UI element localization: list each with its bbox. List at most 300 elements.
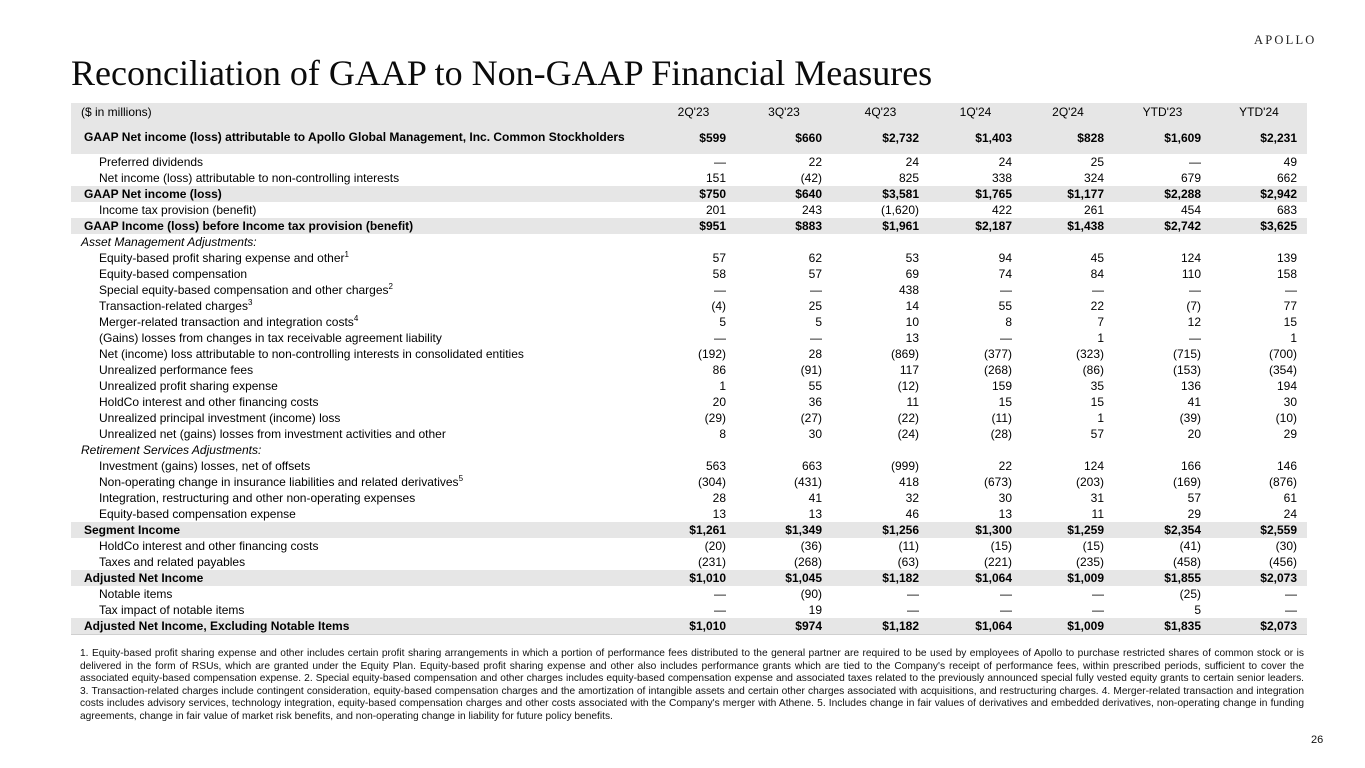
cell-value: $3,581 [882, 187, 919, 201]
table-row [71, 154, 1307, 170]
cell-value: (63) [897, 555, 919, 569]
cell-value: $1,349 [785, 523, 822, 537]
cell-value [1211, 234, 1307, 250]
cell-value: (304) [697, 475, 726, 489]
row-label-text: Segment Income [84, 523, 181, 537]
cell-value: 1 [1097, 411, 1104, 425]
cell-value: 1 [719, 379, 726, 393]
row-label-text: Preferred dividends [99, 155, 204, 169]
cell-value: 243 [801, 203, 822, 217]
cell-value: 61 [1283, 491, 1297, 505]
cell-value: $1,961 [882, 219, 919, 233]
cell-value: — [1000, 603, 1012, 617]
row-label-text: Adjusted Net Income, Excluding Notable Items [84, 618, 350, 633]
row-label-text: Special equity-based compensation and other charges [99, 283, 389, 297]
cell-value: (1,620) [880, 203, 919, 217]
cell-value: $1,064 [975, 571, 1012, 585]
cell-value: — [1189, 283, 1201, 297]
row-label-text: Equity-based profit sharing expense and other [99, 251, 345, 265]
table-row [71, 426, 1307, 442]
cell-value: 69 [905, 267, 919, 281]
cell-value: (25) [1179, 587, 1201, 601]
row-label [71, 218, 651, 234]
row-label-text: Adjusted Net Income [84, 571, 204, 585]
cell-value: $1,010 [689, 571, 726, 585]
cell-value: $2,288 [1164, 187, 1201, 201]
cell-value: 31 [1090, 491, 1104, 505]
cell-value: 74 [998, 267, 1012, 281]
cell-value: 194 [1276, 379, 1297, 393]
column-header: 4Q'23 [864, 105, 897, 119]
apollo-logo: APOLLO [1254, 33, 1317, 47]
table-row [71, 410, 1307, 426]
row-label [71, 602, 651, 618]
cell-value: (999) [890, 459, 919, 473]
cell-value: 57 [712, 251, 726, 265]
cell-value: (39) [1179, 411, 1201, 425]
cell-value: 57 [1187, 491, 1201, 505]
row-label [71, 346, 651, 362]
row-label-text: GAAP Net income (loss) attributable to Apollo Global Management, Inc. Common Stockholders [84, 130, 625, 144]
table-row-total [71, 186, 1307, 202]
row-label-text: GAAP Net income (loss) [84, 187, 222, 201]
cell-value: $2,742 [1164, 219, 1201, 233]
row-label [71, 442, 651, 458]
row-label [71, 426, 651, 442]
row-label-text: Taxes and related payables [99, 555, 246, 569]
table-row-total [71, 218, 1307, 234]
row-label [71, 170, 651, 186]
row-label [71, 282, 651, 298]
cell-value: (20) [704, 539, 726, 553]
footnote-marker: 1 [344, 250, 349, 259]
cell-value: 683 [1276, 203, 1297, 217]
cell-value: 151 [705, 171, 726, 185]
row-label-text: Net (income) loss attributable to non-controlling interests in consolidated entities [99, 347, 524, 361]
cell-value: 15 [1283, 315, 1297, 329]
cell-value: (24) [897, 427, 919, 441]
cell-value: — [1000, 331, 1012, 345]
row-label [71, 618, 651, 634]
row-label-text: Merger-related transaction and integration costs [99, 315, 354, 329]
cell-value: (22) [897, 411, 919, 425]
table-row [71, 314, 1307, 330]
cell-value: (7) [1186, 299, 1201, 313]
row-label-text: Tax impact of notable items [99, 603, 245, 617]
cell-value: $1,010 [651, 618, 736, 634]
cell-value: (377) [983, 347, 1012, 361]
cell-value: 438 [898, 283, 919, 297]
cell-value: 28 [808, 347, 822, 361]
table-row [71, 346, 1307, 362]
row-label-text: Income tax provision (benefit) [99, 203, 257, 217]
row-label [71, 554, 651, 570]
cell-value: (28) [990, 427, 1012, 441]
cell-value: (41) [1179, 539, 1201, 553]
cell-value: 57 [1090, 427, 1104, 441]
row-label [71, 314, 651, 330]
column-header: YTD'23 [1142, 105, 1183, 119]
cell-value [1114, 442, 1211, 458]
cell-value: 94 [998, 251, 1012, 265]
row-label [71, 506, 651, 522]
row-label [71, 186, 651, 202]
cell-value: 117 [899, 363, 919, 377]
cell-value: — [907, 587, 919, 601]
cell-value: (90) [800, 587, 822, 601]
row-label [71, 458, 651, 474]
cell-value: 22 [808, 155, 822, 169]
row-label-text: Equity-based compensation [99, 267, 248, 281]
table-row [71, 298, 1307, 314]
table-row [71, 362, 1307, 378]
cell-value: 8 [719, 427, 726, 441]
column-header: 3Q'23 [768, 105, 800, 119]
row-label [71, 490, 651, 506]
cell-value: — [714, 283, 726, 297]
cell-value: (323) [1075, 347, 1104, 361]
cell-value: 25 [808, 299, 822, 313]
table-row-total [71, 522, 1307, 538]
cell-value: (268) [983, 363, 1012, 377]
cell-value [651, 234, 736, 250]
cell-value: 110 [1181, 267, 1201, 281]
cell-value: (169) [1172, 475, 1201, 489]
cell-value: 57 [808, 267, 822, 281]
cell-value: 563 [705, 459, 726, 473]
cell-value: (30) [1275, 539, 1297, 553]
cell-value: $2,073 [1260, 571, 1297, 585]
row-label-text: Transaction-related charges [99, 299, 248, 313]
row-label [71, 394, 651, 410]
cell-value: 58 [712, 267, 726, 281]
cell-value: (27) [800, 411, 822, 425]
cell-value [832, 234, 929, 250]
cell-value [929, 442, 1022, 458]
cell-value: (458) [1172, 555, 1201, 569]
row-label [71, 378, 651, 394]
row-label [71, 362, 651, 378]
cell-value: 679 [1180, 171, 1201, 185]
footnote-marker: 3 [247, 298, 253, 307]
cell-value: 13 [905, 331, 919, 345]
row-label-text: Unrealized principal investment (income) loss [99, 411, 341, 425]
cell-value: 5 [815, 315, 822, 329]
cell-value: 77 [1283, 299, 1297, 313]
cell-value: (203) [1075, 475, 1104, 489]
cell-value: (869) [890, 347, 919, 361]
row-label-text: Net income (loss) attributable to non-controlling interests [99, 171, 400, 185]
table-row [71, 250, 1307, 266]
cell-value: $660 [795, 130, 822, 145]
cell-value: 30 [1283, 395, 1297, 409]
cell-value [736, 234, 832, 250]
cell-value: 29 [1187, 507, 1201, 521]
cell-value: 1 [1290, 331, 1297, 345]
row-label [71, 266, 651, 282]
cell-value: 24 [998, 155, 1012, 169]
cell-value: 22 [998, 459, 1012, 473]
row-label-text: GAAP Income (loss) before Income tax provision (benefit) [84, 219, 414, 233]
row-label-text: Unrealized profit sharing expense [99, 379, 278, 393]
cell-value: 24 [1283, 507, 1297, 521]
cell-value: $1,182 [832, 618, 929, 634]
column-header: YTD'24 [1239, 105, 1279, 119]
cell-value: 20 [712, 395, 726, 409]
cell-value: $750 [699, 187, 726, 201]
cell-value: (235) [1075, 555, 1104, 569]
column-header: 2Q'23 [677, 105, 710, 119]
table-row-total [71, 570, 1307, 586]
cell-value: 201 [705, 203, 726, 217]
cell-value [736, 442, 832, 458]
cell-value: 36 [808, 395, 822, 409]
cell-value: 7 [1097, 315, 1104, 329]
table-header-row [71, 103, 1307, 121]
cell-value: $951 [699, 219, 726, 233]
page-title: Reconciliation of GAAP to Non-GAAP Financial Measures [71, 53, 933, 93]
row-label-text: Asset Management Adjustments: [81, 235, 257, 249]
cell-value: 261 [1083, 203, 1104, 217]
cell-value: $3,625 [1260, 219, 1297, 233]
cell-value: — [714, 155, 726, 169]
cell-value: 30 [998, 491, 1012, 505]
cell-value: 12 [1187, 315, 1201, 329]
cell-value: 24 [905, 155, 919, 169]
cell-value: $1,259 [1067, 523, 1104, 537]
cell-value: — [907, 603, 919, 617]
cell-value [929, 234, 1022, 250]
row-label [71, 522, 651, 538]
cell-value: 8 [1005, 315, 1012, 329]
cell-value: $883 [795, 219, 822, 233]
page-number: 26 [1311, 734, 1324, 746]
row-label-text: HoldCo interest and other financing costs [99, 539, 319, 553]
table-row [71, 506, 1307, 522]
cell-value: (231) [697, 555, 726, 569]
cell-value: $599 [699, 130, 726, 145]
cell-value: 146 [1276, 459, 1297, 473]
units-label: ($ in millions) [81, 105, 152, 119]
cell-value: — [1092, 283, 1104, 297]
cell-value: — [1189, 331, 1201, 345]
cell-value: (456) [1268, 555, 1297, 569]
cell-value: — [1092, 603, 1104, 617]
table-row [71, 202, 1307, 218]
reconciliation-table [71, 103, 1307, 635]
cell-value: 53 [905, 251, 919, 265]
cell-value: (715) [1172, 347, 1201, 361]
cell-value: $2,942 [1260, 187, 1297, 201]
cell-value: 825 [898, 171, 919, 185]
cell-value: (15) [1082, 539, 1104, 553]
cell-value: 166 [1180, 459, 1201, 473]
cell-value: 35 [1090, 379, 1104, 393]
row-label-text: Retirement Services Adjustments: [81, 443, 262, 457]
table-body [71, 121, 1307, 634]
cell-value: 11 [1091, 507, 1104, 521]
table-row [71, 330, 1307, 346]
cell-value: 124 [1083, 459, 1104, 473]
cell-value: 13 [712, 507, 726, 521]
cell-value: $974 [736, 618, 832, 634]
cell-value: $1,256 [882, 523, 919, 537]
cell-value [832, 442, 929, 458]
column-header: 2Q'24 [1052, 105, 1084, 119]
row-label [71, 121, 651, 154]
cell-value: 13 [998, 507, 1012, 521]
cell-value: 338 [991, 171, 1012, 185]
cell-value: (42) [800, 171, 822, 185]
row-label [71, 474, 651, 490]
cell-value: (153) [1172, 363, 1201, 377]
cell-value: 159 [991, 379, 1012, 393]
table-row [71, 586, 1307, 602]
row-label [71, 538, 651, 554]
table-row [71, 266, 1307, 282]
table-row-total [71, 121, 1307, 154]
table-row [71, 170, 1307, 186]
row-label [71, 298, 651, 314]
footnote-marker: 5 [458, 474, 464, 483]
cell-value [1114, 234, 1211, 250]
cell-value: $2,187 [975, 219, 1012, 233]
cell-value: 662 [1276, 171, 1297, 185]
cell-value: 30 [808, 427, 822, 441]
table-section-row [71, 234, 1307, 250]
cell-value: (673) [983, 475, 1012, 489]
cell-value: (86) [1082, 363, 1104, 377]
row-label-text: Non-operating change in insurance liabilities and related derivatives [99, 475, 459, 489]
cell-value: — [810, 331, 822, 345]
row-label-text: Unrealized net (gains) losses from investment activities and other [99, 427, 446, 441]
cell-value: — [1000, 283, 1012, 297]
cell-value: 139 [1276, 251, 1297, 265]
cell-value: 28 [712, 491, 726, 505]
cell-value [1022, 442, 1114, 458]
cell-value: 14 [905, 299, 919, 313]
table-row [71, 378, 1307, 394]
cell-value: $2,073 [1211, 618, 1307, 634]
cell-value: — [1285, 587, 1297, 601]
cell-value: 22 [1090, 299, 1104, 313]
cell-value: (192) [697, 347, 726, 361]
cell-value: 25 [1090, 155, 1104, 169]
row-label [71, 234, 651, 250]
cell-value: $1,064 [929, 618, 1022, 634]
cell-value: 5 [1194, 603, 1201, 617]
cell-value: $1,855 [1164, 571, 1201, 585]
cell-value: 1 [1097, 331, 1104, 345]
cell-value: $2,559 [1260, 523, 1297, 537]
cell-value: 20 [1187, 427, 1201, 441]
row-label [71, 330, 651, 346]
table-row [71, 602, 1307, 618]
cell-value: 84 [1090, 267, 1104, 281]
cell-value: 29 [1283, 427, 1297, 441]
cell-value: $1,438 [1067, 219, 1104, 233]
table-section-row [71, 442, 1307, 458]
table-row [71, 282, 1307, 298]
cell-value: 45 [1090, 251, 1104, 265]
cell-value: — [1189, 155, 1201, 169]
cell-value: 124 [1180, 251, 1201, 265]
cell-value: $1,300 [975, 523, 1012, 537]
cell-value: 41 [808, 491, 822, 505]
table-row-total [71, 618, 1307, 634]
cell-value: (15) [990, 539, 1012, 553]
cell-value: (431) [793, 475, 822, 489]
cell-value: — [1285, 603, 1297, 617]
cell-value: 422 [991, 203, 1012, 217]
cell-value: (29) [704, 411, 726, 425]
cell-value: (91) [800, 363, 822, 377]
cell-value: — [714, 603, 726, 617]
cell-value: (10) [1275, 411, 1297, 425]
cell-value: $1,403 [975, 130, 1012, 145]
cell-value: 19 [808, 603, 822, 617]
cell-value: (4) [711, 299, 726, 313]
row-label [71, 154, 651, 170]
row-label-text: HoldCo interest and other financing costs [99, 395, 319, 409]
cell-value: $828 [1077, 130, 1104, 145]
cell-value [1022, 234, 1114, 250]
row-label [71, 586, 651, 602]
cell-value: (11) [991, 411, 1012, 425]
cell-value: 55 [808, 379, 822, 393]
cell-value: — [1092, 587, 1104, 601]
cell-value: $1,261 [689, 523, 726, 537]
cell-value: — [714, 587, 726, 601]
row-label [71, 250, 651, 266]
cell-value: $2,231 [1260, 130, 1297, 145]
cell-value: 136 [1180, 379, 1201, 393]
cell-value: $2,732 [882, 130, 919, 145]
table-row [71, 538, 1307, 554]
cell-value: $640 [795, 187, 822, 201]
cell-value: 15 [998, 395, 1012, 409]
cell-value: 41 [1187, 395, 1201, 409]
cell-value: 86 [712, 363, 726, 377]
cell-value: 10 [905, 315, 919, 329]
cell-value [1211, 442, 1307, 458]
row-label-text: Unrealized performance fees [99, 363, 254, 377]
row-label [71, 202, 651, 218]
cell-value: 11 [906, 395, 919, 409]
cell-value: 5 [719, 315, 726, 329]
table-row [71, 490, 1307, 506]
cell-value: — [1000, 587, 1012, 601]
cell-value: (11) [898, 539, 919, 553]
cell-value: (12) [897, 379, 919, 393]
footnote-marker: 2 [388, 282, 393, 291]
cell-value: (36) [800, 539, 822, 553]
cell-value [651, 442, 736, 458]
cell-value: $2,354 [1164, 523, 1201, 537]
cell-value: 454 [1180, 203, 1201, 217]
cell-value: 324 [1083, 171, 1104, 185]
footnote-marker: 4 [353, 314, 359, 323]
row-label-text: Notable items [99, 587, 173, 601]
column-header: 1Q'24 [959, 105, 992, 119]
row-label-text: Investment (gains) losses, net of offsets [99, 459, 311, 473]
cell-value: (876) [1268, 475, 1297, 489]
cell-value: 13 [808, 507, 822, 521]
cell-value: $1,765 [975, 187, 1012, 201]
row-label-text: Integration, restructuring and other non-operating expenses [99, 491, 416, 505]
cell-value: 663 [801, 459, 822, 473]
cell-value: 46 [905, 507, 919, 521]
